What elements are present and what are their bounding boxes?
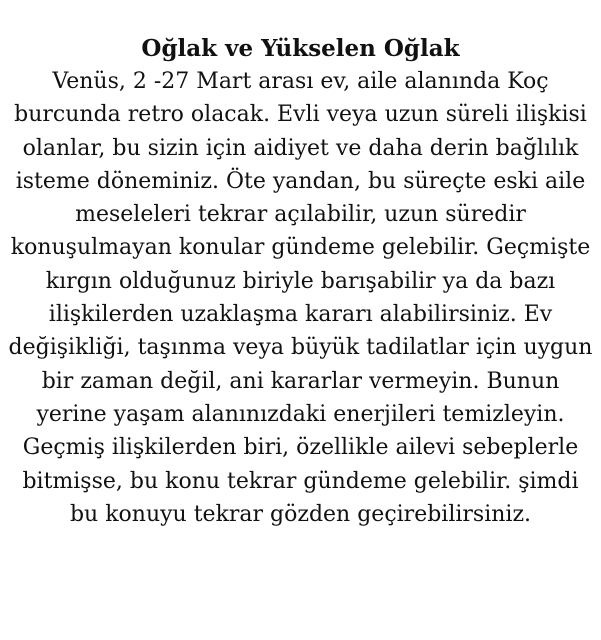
article-title: Oğlak ve Yükselen Oğlak: [141, 35, 460, 62]
article-body: Venüs, 2 -27 Mart arası ev, aile alanında Koç burcunda retro olacak. Evli veya uzun süreli ilişkisi olanlar, bu sizin için aidiyet ve daha derin bağlılık isteme döneminiz. Öte yandan, bu süreçte eski aile meseleleri tekrar açılabilir, uzun süredir konuşulmayan konular gündeme gelebilir. Geçmişte kırgın olduğunuz biriyle barışabilir ya da bazı ilişkilerden uzaklaşma kararı alabilirsiniz. Ev değişikliği, taşınma veya büyük tadilatlar için uygun bir zaman değil, ani kararlar vermeyin. Bunun yerine yaşam alanınızdaki enerjileri temizleyin. Geçmiş ilişkilerden biri, özellikle ailevi sebeplerle bitmişse, bu konu tekrar gündeme gelebilir. şimdi bu konuyu tekrar gözden geçirebilirsiniz.: [8, 69, 593, 527]
horoscope-article: [6, 32, 595, 531]
